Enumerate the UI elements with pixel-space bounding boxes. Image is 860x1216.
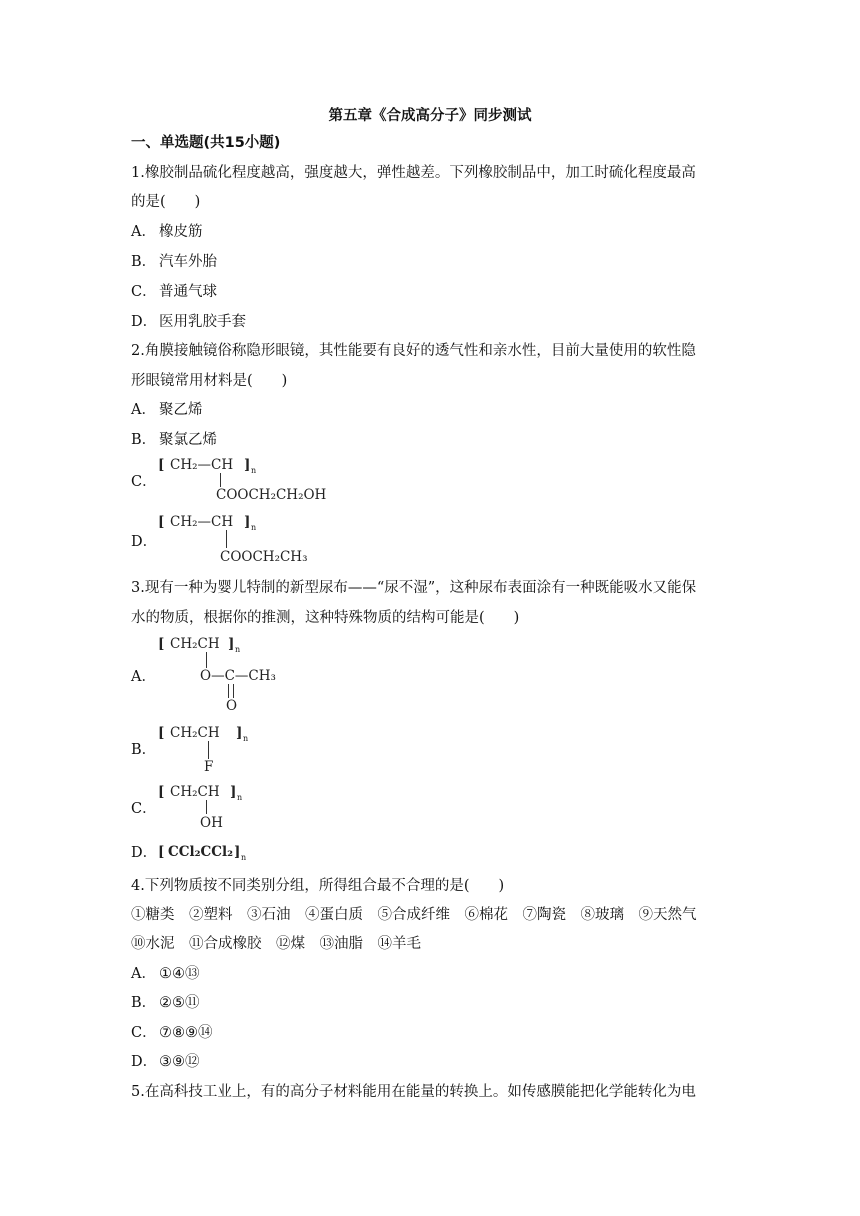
option-letter: C．	[131, 474, 157, 490]
q3-formula-b: [ CH₂CH ] n F	[158, 725, 249, 775]
option-text: 橡皮筋	[159, 224, 203, 240]
formula-backbone: CH₂—CH	[170, 514, 234, 530]
option-text: ②⑤⑪	[159, 995, 200, 1011]
q4-option-b[interactable]	[131, 993, 200, 1013]
formula-side-group: OH	[200, 815, 223, 831]
q2-option-a[interactable]	[131, 400, 203, 420]
q4-option-a[interactable]	[131, 964, 200, 984]
option-text: ⑦⑧⑨⑭	[159, 1025, 213, 1041]
formula-backbone: CH₂—CH	[170, 457, 234, 473]
formula-backbone: CH₂CH	[170, 784, 220, 800]
q2-option-d[interactable]	[131, 532, 159, 552]
option-text: 汽车外胎	[159, 254, 217, 270]
q1-option-c[interactable]	[131, 282, 217, 302]
option-text: 聚乙烯	[159, 402, 203, 418]
option-letter: D．	[131, 1054, 158, 1070]
formula-n: n	[251, 466, 257, 475]
formula-backbone: CH₂CH	[170, 636, 220, 652]
formula-n: n	[251, 523, 257, 532]
q2-option-c[interactable]	[131, 472, 159, 492]
q1-option-d[interactable]	[131, 312, 246, 332]
formula-n: n	[235, 645, 241, 654]
formula-side-group: COOCH₂CH₃	[220, 549, 308, 565]
option-text: ①④⑬	[159, 966, 200, 982]
q2-option-b[interactable]	[131, 430, 217, 450]
q1-option-a[interactable]	[131, 222, 203, 242]
q4-items-line2: ⑩水泥 ⑪合成橡胶 ⑫煤 ⑬油脂 ⑭羊毛	[131, 936, 421, 952]
option-text: 聚氯乙烯	[159, 432, 217, 448]
option-letter: B．	[131, 742, 157, 758]
option-letter: A．	[131, 966, 156, 982]
q3-option-a[interactable]	[131, 667, 159, 687]
q3-option-b[interactable]	[131, 740, 159, 760]
option-letter: C．	[131, 1025, 157, 1041]
option-letter: A．	[131, 402, 156, 418]
formula-n: n	[241, 853, 247, 862]
q1-stem-line2: 的是( )	[131, 194, 201, 210]
option-letter: A．	[131, 669, 156, 685]
q5-stem-line1: 5.在高科技工业上，有的高分子材料能用在能量的转换上。如传感膜能把化学能转化为电	[131, 1084, 696, 1100]
option-letter: D．	[131, 534, 158, 550]
q2-formula-c: [ CH₂—CH ] n COOCH₂CH₂OH	[158, 457, 327, 503]
q3-formula-a: [ CH₂CH ] n O—C—CH₃ O	[158, 636, 276, 714]
formula-carbonyl-o: O	[226, 698, 238, 714]
formula-backbone: CCl₂CCl₂	[168, 844, 234, 860]
q3-option-c[interactable]	[131, 799, 159, 819]
q4-items-line1: ①糖类 ②塑料 ③石油 ④蛋白质 ⑤合成纤维 ⑥棉花 ⑦陶瓷 ⑧玻璃 ⑨天然气	[131, 907, 697, 923]
option-letter: C．	[131, 801, 157, 817]
q2-stem-line1: 2.角膜接触镜俗称隐形眼镜，其性能要有良好的透气性和亲水性，目前大量使用的软性隐	[131, 343, 696, 359]
q3-stem-line2: 水的物质，根据你的推测，这种特殊物质的结构可能是( )	[131, 610, 520, 626]
q4-stem-line1: 4.下列物质按不同类别分组，所得组合最不合理的是( )	[131, 878, 505, 894]
formula-n: n	[237, 793, 243, 802]
formula-side-group: COOCH₂CH₂OH	[216, 487, 327, 503]
formula-n: n	[243, 734, 249, 743]
option-letter: D．	[131, 845, 158, 861]
option-letter: D．	[131, 314, 158, 330]
q4-option-d[interactable]	[131, 1052, 200, 1072]
q3-stem-line1: 3.现有一种为婴儿特制的新型尿布——“尿不湿”，这种尿布表面涂有一种既能吸水又能保	[131, 580, 697, 596]
q4-option-c[interactable]	[131, 1023, 213, 1043]
option-letter: B．	[131, 995, 157, 1011]
section-heading: 一、单选题(共15小题)	[131, 135, 281, 151]
formula-backbone: CH₂CH	[170, 725, 220, 741]
option-text: 普通气球	[159, 284, 217, 300]
q1-option-b[interactable]	[131, 252, 217, 272]
document-title: 第五章《合成高分子》同步测试	[328, 108, 532, 124]
option-letter: B．	[131, 432, 157, 448]
q3-formula-d: [ CCl₂CCl₂ ] n	[158, 844, 358, 864]
q2-stem-line2: 形眼镜常用材料是( )	[131, 373, 288, 389]
q3-option-d[interactable]	[131, 843, 159, 863]
q2-formula-d: [ CH₂—CH ] n COOCH₂CH₃	[158, 514, 308, 565]
formula-side-group: F	[204, 759, 214, 775]
option-letter: B．	[131, 254, 157, 270]
q3-formula-c: [ CH₂CH ] n OH	[158, 784, 243, 831]
q1-stem-line1: 1.橡胶制品硫化程度越高，强度越大，弹性越差。下列橡胶制品中，加工时硫化程度最高	[131, 165, 696, 181]
option-text: 医用乳胶手套	[159, 314, 246, 330]
option-text: ③⑨⑫	[159, 1054, 200, 1070]
formula-ester-group: O—C—CH₃	[200, 668, 276, 684]
option-letter: C．	[131, 284, 157, 300]
option-letter: A．	[131, 224, 156, 240]
